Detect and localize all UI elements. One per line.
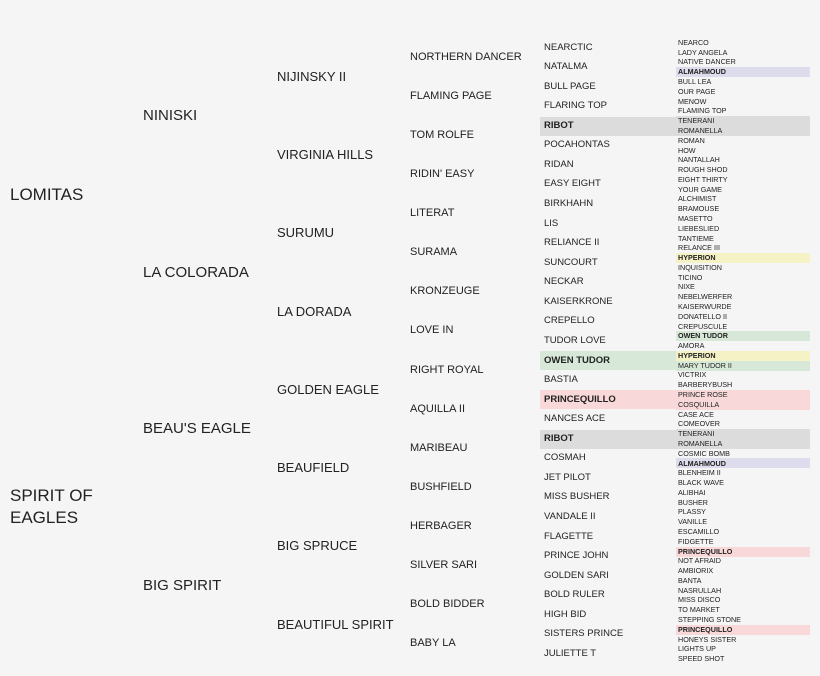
gen6-ancestor-name: TO MARKET	[678, 605, 720, 615]
gen6-ancestor-name: NIXE	[678, 282, 695, 292]
gen6-ancestor-name: OWEN TUDOR	[678, 331, 728, 341]
gen6-ancestor-name: STEPPING STONE	[678, 615, 741, 625]
great-grandparent-name: VIRGINIA HILLS	[277, 147, 374, 163]
gen6-ancestor-name: LIEBESLIED	[678, 223, 720, 233]
gen5-ancestor-name: BIRKHAHN	[544, 198, 594, 210]
gen6-ancestor-name: MASETTO	[678, 213, 713, 223]
gen6-ancestor-name: FIDGETTE	[678, 536, 714, 546]
gen6-ancestor-name: DONATELLO II	[678, 311, 727, 321]
gen5-ancestor-name: SISTERS PRINCE	[544, 628, 624, 640]
grandparent-name: BEAU'S EAGLE	[143, 420, 251, 437]
gen6-ancestor-name: NOT AFRAID	[678, 556, 721, 566]
gen5-ancestor-name: JET PILOT	[544, 471, 591, 483]
great-grandparent-name: NIJINSKY II	[277, 68, 347, 84]
gen6-ancestor-name: KAISERWURDE	[678, 302, 732, 312]
great-grandparent-name: BIG SPRUCE	[277, 538, 358, 554]
gen6-ancestor-name: TENERANI	[678, 429, 715, 439]
gen5-ancestor-name: TUDOR LOVE	[544, 334, 606, 346]
great-grandparent-name: GOLDEN EAGLE	[277, 381, 379, 397]
gen4-ancestor-name: LITERAT	[410, 207, 455, 219]
gen5-ancestor-name: MISS BUSHER	[544, 491, 610, 503]
gen5-ancestor-name: RIBOT	[544, 432, 574, 444]
gen6-ancestor-name: BLENHEIM II	[678, 468, 721, 478]
gen6-ancestor-name: CASE ACE	[678, 409, 714, 419]
gen6-ancestor-name: NANTALLAH	[678, 155, 720, 165]
gen6-ancestor-name: AMORA	[678, 341, 705, 351]
gen6-ancestor-name: AMBIORIX	[678, 566, 714, 576]
gen6-ancestor-name: INQUISITION	[678, 262, 722, 272]
gen6-ancestor-name: ROUGH SHOD	[678, 165, 728, 175]
gen5-ancestor-name: LIS	[544, 217, 559, 229]
gen4-ancestor-name: RIDIN' EASY	[410, 167, 475, 180]
gen5-ancestor-name: POCAHONTAS	[544, 139, 610, 151]
gen6-ancestor-name: MENOW	[678, 96, 707, 106]
gen4-ancestor-name: AQUILLA II	[410, 402, 466, 415]
gen4-ancestor-name: MARIBEAU	[410, 441, 468, 454]
gen6-ancestor-name: BLACK WAVE	[678, 478, 724, 488]
gen4-ancestor-name: BOLD BIDDER	[410, 598, 485, 611]
grandparent-name: NINISKI	[143, 107, 198, 124]
gen4-ancestor-name: HERBAGER	[410, 520, 472, 532]
gen4-ancestor-name: SURAMA	[410, 246, 458, 259]
gen6-ancestor-name: ROMANELLA	[678, 438, 723, 448]
gen5-ancestor-name: RIDAN	[544, 158, 574, 170]
gen4-ancestor-name: LOVE IN	[410, 324, 454, 337]
gen5-ancestor-name: NEARCTIC	[544, 41, 593, 53]
gen6-ancestor-name: VICTRIX	[678, 370, 707, 380]
gen5-ancestor-name: RELIANCE II	[544, 237, 600, 249]
grandparent-name: LA COLORADA	[143, 263, 249, 281]
gen6-ancestor-name: TENERANI	[678, 116, 715, 126]
sire-name: LOMITAS	[10, 185, 84, 204]
gen6-ancestor-name: HYPERION	[678, 350, 716, 360]
gen6-ancestor-name: MARY TUDOR II	[678, 360, 732, 370]
gen6-ancestor-name: VANILLE	[678, 517, 708, 527]
gen6-ancestor-name: PLASSY	[678, 507, 706, 517]
gen5-ancestor-name: BASTIA	[544, 374, 578, 386]
gen6-ancestor-name: ALMAHMOUD	[678, 67, 726, 77]
gen4-ancestor-name: NORTHERN DANCER	[410, 50, 522, 63]
gen5-ancestor-name: CREPELLO	[544, 315, 595, 327]
gen6-ancestor-name: ALCHIMIST	[678, 194, 717, 204]
gen6-ancestor-name: NATIVE DANCER	[678, 57, 736, 67]
gen6-ancestor-name: BRAMOUSE	[678, 204, 720, 214]
gen6-ancestor-name: PRINCEQUILLO	[678, 624, 733, 634]
gen6-ancestor-name: OUR PAGE	[678, 86, 716, 96]
gen6-ancestor-name: YOUR GAME	[678, 184, 722, 194]
gen4-ancestor-name: BUSHFIELD	[410, 480, 472, 493]
gen4-ancestor-name: KRONZEUGE	[410, 285, 480, 298]
gen6-ancestor-name: LIGHTS UP	[678, 644, 716, 654]
gen5-ancestor-name: OWEN TUDOR	[544, 354, 610, 366]
gen5-ancestor-name: BULL PAGE	[544, 80, 596, 92]
gen6-ancestor-name: HOW	[678, 145, 696, 155]
gen5-ancestor-name: EASY EIGHT	[544, 178, 601, 190]
gen6-ancestor-name: COMEOVER	[678, 419, 720, 429]
gen6-ancestor-name: FLAMING TOP	[678, 106, 727, 116]
gen4-ancestor-name: RIGHT ROYAL	[410, 363, 484, 376]
gen4-ancestor-name: BABY LA	[410, 637, 456, 650]
gen6-ancestor-name: ROMAN	[678, 135, 705, 145]
gen6-ancestor-name: MISS DISCO	[678, 595, 721, 605]
gen6-ancestor-name: BUSHER	[678, 497, 708, 507]
gen4-ancestor-name: FLAMING PAGE	[410, 89, 492, 102]
gen6-ancestor-name: ALIBHAI	[678, 487, 706, 497]
gen5-ancestor-name: HIGH BID	[544, 608, 587, 620]
gen6-ancestor-name: TICINO	[678, 272, 703, 282]
gen5-ancestor-name: GOLDEN SARI	[544, 569, 609, 581]
gen6-ancestor-name: CREPUSCULE	[678, 321, 728, 331]
gen6-ancestor-name: BARBERYBUSH	[678, 380, 733, 390]
gen5-ancestor-name: COSMAH	[544, 452, 586, 464]
gen5-ancestor-name: VANDALE II	[544, 511, 596, 523]
gen5-ancestor-name: FLAGETTE	[544, 530, 594, 542]
gen5-ancestor-name: SUNCOURT	[544, 256, 598, 268]
gen6-ancestor-name: HONEYS SISTER	[678, 634, 737, 644]
gen6-ancestor-name: EIGHT THIRTY	[678, 174, 728, 184]
gen6-ancestor-name: BULL LEA	[678, 77, 712, 87]
gen5-ancestor-name: NECKAR	[544, 276, 584, 288]
dam-name: SPIRIT OF EAGLES	[10, 486, 93, 527]
gen6-ancestor-name: COSQUILLA	[678, 399, 720, 409]
great-grandparent-name: LA DORADA	[277, 303, 352, 319]
gen6-ancestor-name: ESCAMILLO	[678, 526, 720, 536]
gen5-ancestor-name: NATALMA	[544, 61, 588, 73]
gen6-ancestor-name: HYPERION	[678, 253, 716, 263]
gen6-ancestor-name: PRINCEQUILLO	[678, 546, 733, 556]
gen6-ancestor-name: NEBELWERFER	[678, 292, 733, 302]
gen5-ancestor-name: JULIETTE T	[544, 647, 597, 659]
gen5-ancestor-name: NANCES ACE	[544, 413, 606, 425]
gen6-ancestor-name: ROMANELLA	[678, 125, 723, 135]
gen6-ancestor-name: NASRULLAH	[678, 585, 722, 595]
gen6-ancestor-name: NEARCO	[678, 37, 709, 47]
great-grandparent-name: BEAUFIELD	[277, 460, 350, 476]
gen6-ancestor-name: COSMIC BOMB	[678, 448, 730, 458]
grandparent-name: BIG SPIRIT	[143, 576, 222, 594]
gen6-ancestor-name: LADY ANGELA	[678, 47, 728, 57]
gen5-ancestor-name: FLARING TOP	[544, 100, 607, 112]
great-grandparent-name: SURUMU	[277, 225, 335, 241]
gen6-ancestor-name: PRINCE ROSE	[678, 390, 728, 400]
gen6-ancestor-name: BANTA	[678, 575, 702, 585]
gen4-ancestor-name: TOM ROLFE	[410, 128, 474, 141]
gen5-ancestor-name: PRINCE JOHN	[544, 550, 609, 562]
gen4-ancestor-name: SILVER SARI	[410, 559, 478, 572]
gen5-ancestor-name: PRINCEQUILLO	[544, 393, 616, 405]
gen5-ancestor-name: KAISERKRONE	[544, 295, 613, 307]
gen6-ancestor-name: TANTIEME	[678, 233, 714, 243]
gen6-ancestor-name: RELANCE III	[678, 243, 720, 253]
gen6-ancestor-name: SPEED SHOT	[678, 654, 725, 664]
gen5-ancestor-name: RIBOT	[544, 119, 574, 131]
great-grandparent-name: BEAUTIFUL SPIRIT	[277, 616, 394, 632]
gen5-ancestor-name: BOLD RULER	[544, 589, 605, 601]
gen6-ancestor-name: ALMAHMOUD	[678, 458, 726, 468]
